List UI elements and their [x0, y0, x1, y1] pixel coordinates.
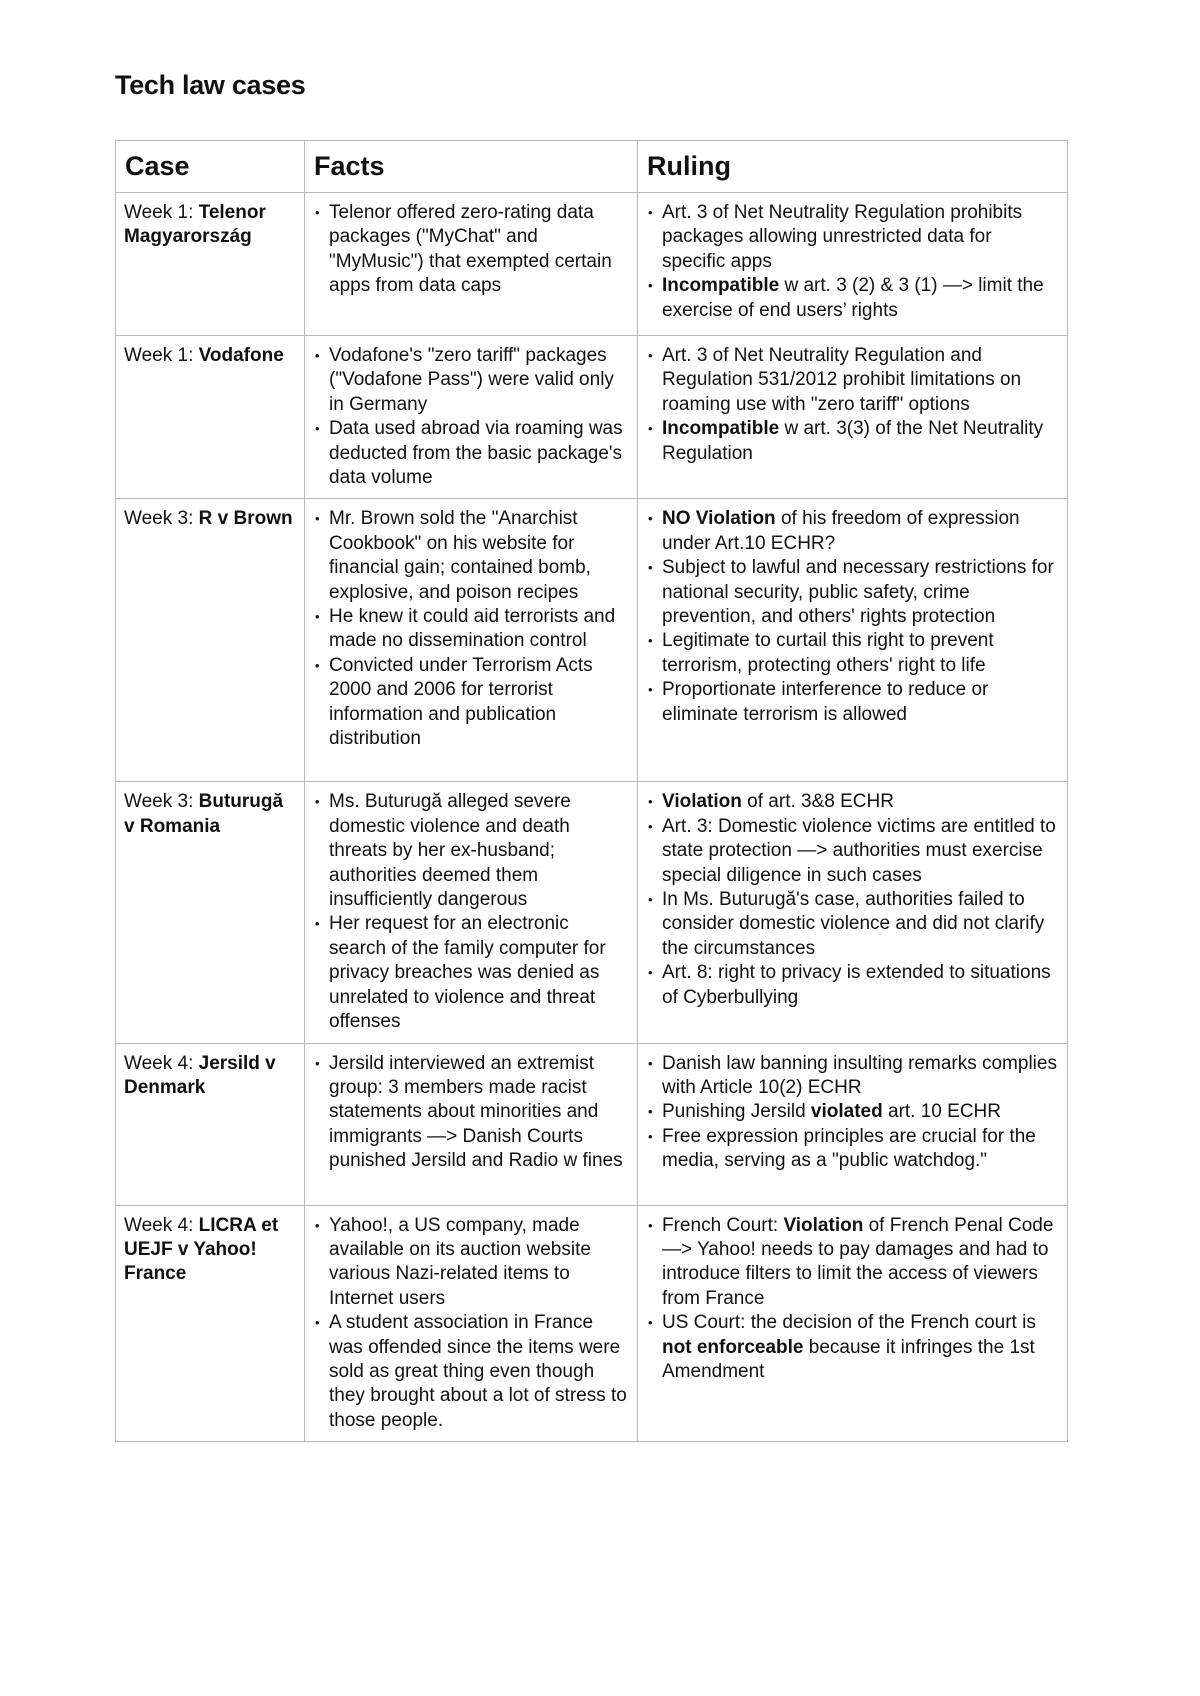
case-cell: [116, 499, 305, 782]
header-facts: Facts: [305, 141, 638, 193]
bullet-item: [646, 556, 1059, 629]
bullet-text: Jersild interviewed an extremist group: 3 members made racist statements about minorities and immigrants —> Danish Courts punished Jersild and Radio w fines: [329, 1052, 623, 1172]
bullet-item: [313, 790, 629, 912]
case-name: Jersild v Denmark: [124, 1052, 276, 1098]
table-row: [116, 336, 1068, 499]
bullet-text: Punishing Jersild: [662, 1101, 811, 1123]
case-week: Week 1:: [124, 345, 199, 366]
bullet-text: Legitimate to curtail this right to prevent terrorism, protecting others' right to life: [662, 630, 994, 676]
bullet-item: [313, 912, 629, 1034]
bullet-item: [646, 961, 1059, 1010]
bullet-text: Telenor offered zero-rating data packages ("MyChat" and "MyMusic") that exempted certain apps from data caps: [329, 202, 612, 297]
bullet-text: A student association in France was offended since the items were sold as great thing even though they brought about a lot of stress to those people.: [329, 1312, 627, 1431]
bullet-text: Ms. Buturugă alleged severe domestic violence and death threats by her ex-husband; authorities deemed them insufficiently dangerous: [329, 791, 571, 911]
bullet-text: Vodafone's "zero tariff" packages ("Vodafone Pass") were valid only in Germany: [329, 345, 614, 415]
ruling-list: [646, 1214, 1059, 1385]
bullet-text: US Court: the decision of the French court is: [662, 1312, 1036, 1334]
ruling-list: [646, 201, 1059, 323]
bullet-text: Mr. Brown sold the "Anarchist Cookbook" on his website for financial gain; contained bomb, explosive, and poison recipes: [329, 508, 591, 603]
bullet-text: Free expression principles are crucial for the media, serving as a "public watchdog.": [662, 1125, 1036, 1172]
bullet-text: Her request for an electronic search of the family computer for privacy breaches was denied as unrelated to violence and threat offenses: [329, 913, 606, 1033]
case-week: Week 4:: [124, 1214, 199, 1236]
bullet-item: [313, 654, 629, 752]
bullet-text: Art. 3 of Net Neutrality Regulation and Regulation 531/2012 prohibit limitations on roaming use with "zero tariff" options: [662, 345, 1022, 415]
facts-cell: [305, 193, 638, 336]
bullet-item: [646, 1311, 1059, 1384]
ruling-list: [646, 1052, 1059, 1174]
bullet-text-bold: violated: [810, 1101, 883, 1123]
bullet-item: [646, 1052, 1059, 1101]
facts-cell: [305, 782, 638, 1043]
bullet-item: [646, 1214, 1059, 1312]
case-week: Week 3:: [124, 791, 199, 813]
bullet-item: [646, 790, 1059, 814]
case-cell: [116, 782, 305, 1043]
facts-cell: [305, 1043, 638, 1205]
header-ruling: Ruling: [638, 141, 1068, 193]
ruling-cell: [638, 1205, 1068, 1442]
table-row: [116, 193, 1068, 336]
case-week: Week 1:: [124, 202, 199, 223]
ruling-list: [646, 344, 1059, 466]
bullet-text: Art. 3: Domestic violence victims are entitled to state protection —> authorities must exercise special diligence in such cases: [662, 815, 1056, 886]
table-row: [116, 1205, 1068, 1442]
bullet-item: [646, 1100, 1059, 1124]
bullet-text-bold: NO Violation: [662, 508, 776, 530]
case-cell: [116, 336, 305, 499]
bullet-text-bold: Violation: [662, 791, 742, 813]
bullet-text: Danish law banning insulting remarks complies with Article 10(2) ECHR: [662, 1052, 1057, 1098]
header-case: Case: [116, 141, 305, 193]
ruling-cell: [638, 336, 1068, 499]
facts-cell: [305, 1205, 638, 1442]
case-cell: [116, 1205, 305, 1442]
facts-list: [313, 344, 629, 490]
table-body: [116, 193, 1068, 1442]
bullet-text-bold: Incompatible: [662, 418, 780, 440]
case-cell: [116, 1043, 305, 1205]
bullet-text: w art. 3(3) of the Net Neutrality Regulation: [662, 418, 1044, 464]
bullet-item: [313, 507, 629, 605]
bullet-text: He knew it could aid terrorists and made no dissemination control: [329, 606, 616, 652]
bullet-text: of French Penal Code —> Yahoo! needs to pay damages and had to introduce filters to limit the access of viewers from France: [662, 1214, 1054, 1309]
bullet-text: Art. 3 of Net Neutrality Regulation prohibits packages allowing unrestricted data for specific apps: [662, 202, 1023, 272]
case-week: Week 3:: [124, 508, 199, 530]
page-title: Tech law cases: [115, 70, 306, 100]
bullet-item: [646, 417, 1059, 466]
bullet-item: [646, 815, 1059, 888]
bullet-item: [646, 344, 1059, 417]
facts-list: [313, 201, 629, 299]
table-row: [116, 1043, 1068, 1205]
facts-list: [313, 790, 629, 1034]
bullet-item: [313, 201, 629, 299]
bullet-item: [646, 274, 1059, 323]
bullet-text: of art. 3&8 ECHR: [741, 791, 894, 813]
bullet-text: In Ms. Buturugă's case, authorities failed to consider domestic violence and did not clarify the circumstances: [662, 889, 1045, 959]
bullet-item: [313, 605, 629, 654]
facts-list: [313, 1214, 629, 1434]
ruling-cell: [638, 193, 1068, 336]
ruling-cell: [638, 782, 1068, 1043]
bullet-text: Proportionate interference to reduce or eliminate terrorism is allowed: [662, 679, 989, 725]
bullet-item: [646, 201, 1059, 274]
bullet-text: w art. 3 (2) & 3 (1) —> limit the exercise of end users’ rights: [662, 275, 1044, 321]
bullet-text: of his freedom of expression under Art.10 ECHR?: [662, 508, 1020, 554]
ruling-list: [646, 507, 1059, 727]
bullet-text: because it infringes the 1st Amendment: [662, 1336, 1035, 1382]
bullet-text: Data used abroad via roaming was deducted from the basic package's data volume: [329, 418, 623, 489]
table-header-row: [116, 141, 1068, 193]
bullet-item: [313, 1311, 629, 1433]
case-name: LICRA et UEJF v Yahoo! France: [124, 1214, 279, 1285]
facts-list: [313, 1052, 629, 1174]
ruling-cell: [638, 499, 1068, 782]
bullet-text: art. 10 ECHR: [882, 1101, 1001, 1123]
facts-list: [313, 507, 629, 751]
bullet-item: [313, 417, 629, 490]
case-name: Buturugă v Romania: [124, 791, 284, 837]
bullet-text: Yahoo!, a US company, made available on its auction website various Nazi-related items to Internet users: [329, 1214, 591, 1309]
table-row: [116, 782, 1068, 1043]
case-name: Vodafone: [198, 345, 284, 366]
bullet-item: [646, 507, 1059, 556]
bullet-text-bold: Violation: [783, 1214, 864, 1236]
bullet-item: [313, 1052, 629, 1174]
bullet-item: [646, 888, 1059, 961]
cases-table: [115, 140, 1068, 1442]
facts-cell: [305, 499, 638, 782]
bullet-item: [313, 1214, 629, 1312]
bullet-text: Convicted under Terrorism Acts 2000 and 2006 for terrorist information and publication distribution: [329, 654, 593, 750]
case-name: R v Brown: [198, 508, 293, 530]
bullet-text: French Court:: [662, 1214, 784, 1236]
bullet-item: [646, 629, 1059, 678]
bullet-item: [646, 678, 1059, 727]
case-cell: [116, 193, 305, 336]
case-week: Week 4:: [124, 1052, 199, 1074]
bullet-item: [313, 344, 629, 417]
bullet-text-bold: not enforceable: [662, 1336, 804, 1358]
bullet-item: [646, 1125, 1059, 1174]
ruling-cell: [638, 1043, 1068, 1205]
table-row: [116, 499, 1068, 782]
case-name: Telenor Magyarország: [124, 202, 266, 248]
bullet-text-bold: Incompatible: [662, 275, 780, 297]
facts-cell: [305, 336, 638, 499]
ruling-list: [646, 790, 1059, 1010]
bullet-text: Subject to lawful and necessary restrictions for national security, public safety, crime prevention, and others' rights protection: [662, 557, 1054, 628]
bullet-text: Art. 8: right to privacy is extended to situations of Cyberbullying: [662, 962, 1051, 1008]
